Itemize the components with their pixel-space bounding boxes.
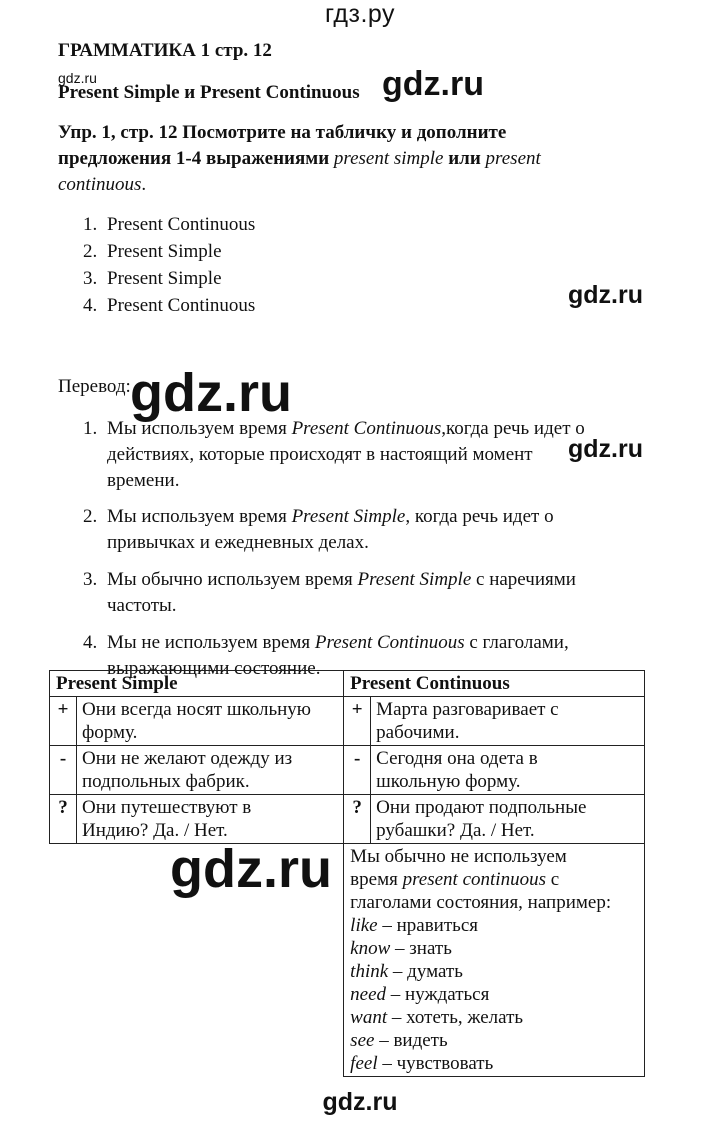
- verb-item: [350, 937, 640, 960]
- exercise-text: предложения 1-4 выражениями: [58, 148, 334, 169]
- exercise-text: .: [141, 174, 147, 195]
- translation-item: [83, 416, 585, 494]
- sign-cell: +: [344, 697, 371, 746]
- verb-item: [350, 1006, 640, 1029]
- continuous-cell: [371, 746, 645, 795]
- verb-ru: – нравиться: [377, 915, 478, 936]
- cell-text: Они не желают одежду из: [82, 748, 293, 769]
- table-row: [50, 746, 645, 795]
- item-number: 4.: [83, 632, 98, 653]
- header-present-continuous: Present Continuous: [344, 671, 645, 697]
- translation-text: частоты.: [107, 595, 177, 616]
- answer-text: Present Simple: [107, 241, 222, 262]
- exercise-term: continuous: [58, 174, 142, 195]
- cell-text: Они продают подпольные: [376, 797, 587, 818]
- exercise-term: present: [485, 148, 541, 169]
- stative-verbs-note: [344, 844, 645, 1077]
- verb-ru: – знать: [390, 938, 452, 959]
- item-number: 4.: [83, 295, 98, 316]
- item-number: 2.: [83, 506, 98, 527]
- list-item: [83, 239, 255, 266]
- cell-text: Они путешествуют в: [82, 797, 252, 818]
- verb-en: want: [350, 1007, 388, 1028]
- translation-text: Мы используем время: [107, 418, 292, 439]
- verb-item: [350, 1052, 640, 1075]
- small-watermark: gdz.ru: [58, 70, 97, 86]
- table-header-row: [50, 671, 645, 697]
- watermark: gdz.ru: [382, 65, 484, 103]
- answer-text: Present Continuous: [107, 214, 256, 235]
- translation-text: с наречиями: [471, 569, 576, 590]
- translation-term: Present Simple: [291, 506, 406, 527]
- answer-text: Present Continuous: [107, 295, 256, 316]
- verb-ru: – думать: [388, 961, 463, 982]
- sign-cell: -: [344, 746, 371, 795]
- cell-text: форму.: [82, 722, 138, 743]
- watermark: gdz.ru: [130, 363, 292, 423]
- translation-item: [83, 504, 585, 556]
- translation-text: привычках и ежедневных делах.: [107, 532, 369, 553]
- answer-list: [83, 212, 256, 320]
- cell-text: Сегодня она одета в: [376, 748, 538, 769]
- sign-cell: -: [50, 746, 77, 795]
- simple-cell: [77, 746, 344, 795]
- cell-text: рабочими.: [376, 722, 460, 743]
- note-line: [350, 868, 640, 891]
- answer-text: Present Simple: [107, 268, 222, 289]
- watermark: gdz.ru: [568, 435, 643, 463]
- translation-term: Present Continuous: [314, 632, 465, 653]
- table-note-row: [50, 844, 645, 1077]
- translation-text: , когда речь идет о: [405, 506, 554, 527]
- verb-ru: – чувствовать: [377, 1053, 494, 1074]
- note-text: с: [545, 869, 560, 890]
- exercise-line2: [58, 146, 541, 172]
- translation-text: Мы используем время: [107, 506, 292, 527]
- verb-item: [350, 914, 640, 937]
- cell-text: Индию? Да. / Нет.: [82, 820, 228, 841]
- note-term: present continuous: [402, 869, 546, 890]
- translation-text: выражающими состояние.: [107, 658, 321, 679]
- watermark: gdz.ru: [170, 839, 332, 899]
- verb-en: need: [350, 984, 387, 1005]
- sign-cell: +: [50, 697, 77, 746]
- verb-en: feel: [350, 1053, 378, 1074]
- continuous-cell: [371, 795, 645, 844]
- list-item: [83, 266, 255, 293]
- cell-text: Марта разговаривает с: [376, 699, 559, 720]
- topic-title: Present Simple и Present Continuous: [58, 82, 360, 103]
- cell-text: школьную форму.: [376, 771, 521, 792]
- sign-cell: ?: [344, 795, 371, 844]
- grammar-table: [49, 670, 645, 1077]
- exercise-term: present simple: [333, 148, 444, 169]
- cell-text: подпольных фабрик.: [82, 771, 250, 792]
- item-number: 2.: [83, 241, 98, 262]
- translation-term: Present Continuous: [291, 418, 442, 439]
- translation-text: ,когда речь идет о: [441, 418, 585, 439]
- footer-watermark: gdz.ru: [322, 1088, 398, 1116]
- verb-ru: – видеть: [374, 1030, 448, 1051]
- verb-item: [350, 960, 640, 983]
- exercise-line3: [58, 172, 146, 198]
- translation-text: Мы обычно используем время: [107, 569, 358, 590]
- translation-list: [83, 416, 585, 682]
- header-present-simple: Present Simple: [50, 671, 344, 697]
- simple-cell: [77, 795, 344, 844]
- verb-ru: – хотеть, желать: [387, 1007, 524, 1028]
- item-number: 3.: [83, 268, 98, 289]
- exercise-heading: Упр. 1, стр. 12 Посмотрите на табличку и дополните: [58, 122, 507, 143]
- watermark: gdz.ru: [568, 281, 643, 309]
- translation-text: с глаголами,: [464, 632, 569, 653]
- continuous-cell: [371, 697, 645, 746]
- verb-en: think: [350, 961, 389, 982]
- item-number: 1.: [83, 418, 98, 439]
- list-item: [83, 212, 256, 239]
- item-number: 3.: [83, 569, 98, 590]
- sign-cell: ?: [50, 795, 77, 844]
- verb-item: [350, 983, 640, 1006]
- note-text: глаголами состояния, например:: [350, 892, 612, 913]
- translation-text: времени.: [107, 470, 180, 491]
- note-text: Мы обычно не используем: [350, 846, 567, 867]
- translation-label: Перевод:: [58, 376, 131, 397]
- cell-text: Они всегда носят школьную: [82, 699, 311, 720]
- table-row: [50, 795, 645, 844]
- simple-cell: [77, 697, 344, 746]
- translation-term: Present Simple: [357, 569, 472, 590]
- site-header-watermark: гдз.ру: [324, 0, 396, 28]
- exercise-text: или: [443, 148, 486, 169]
- list-item: [83, 293, 256, 320]
- section-title: ГРАММАТИКА 1 стр. 12: [58, 40, 272, 61]
- translation-item: [83, 567, 585, 619]
- translation-text: Мы не используем время: [107, 632, 315, 653]
- note-text: время: [350, 869, 403, 890]
- cell-text: рубашки? Да. / Нет.: [376, 820, 535, 841]
- verb-ru: – нуждаться: [386, 984, 490, 1005]
- verb-item: [350, 1029, 640, 1052]
- item-number: 1.: [83, 214, 98, 235]
- translation-text: действиях, которые происходят в настоящий момент: [107, 444, 533, 465]
- table-row: [50, 697, 645, 746]
- verb-en: know: [350, 938, 391, 959]
- verb-en: like: [350, 915, 378, 936]
- verb-en: see: [350, 1030, 375, 1051]
